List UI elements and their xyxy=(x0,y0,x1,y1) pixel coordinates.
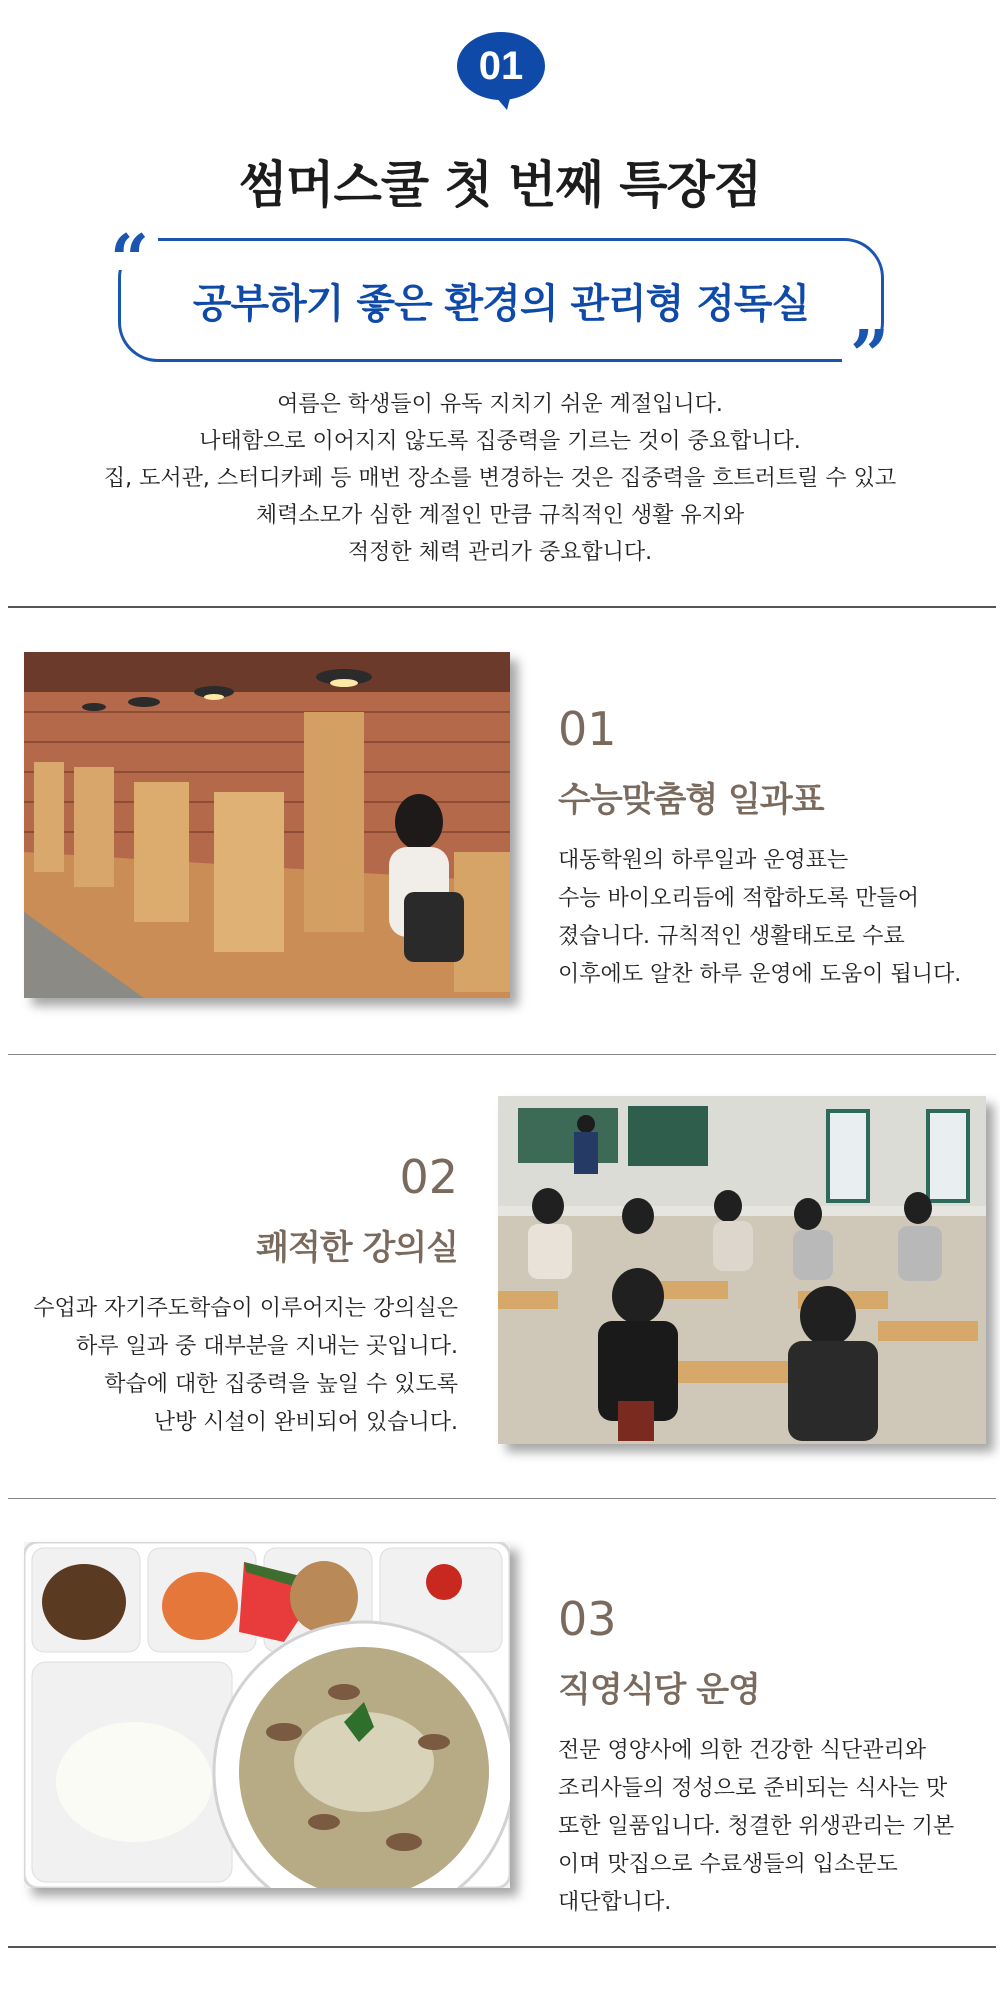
page-title: 썸머스쿨 첫 번째 특장점 xyxy=(238,156,762,214)
close-quote-icon: ” xyxy=(850,316,890,396)
description-line: 수업과 자기주도학습이 이루어지는 강의실은 xyxy=(33,1296,458,1321)
description-line: 이며 맛집으로 수료생들의 입소문도 xyxy=(558,1852,898,1877)
classroom-photo xyxy=(498,1096,986,1444)
feature-title: 쾌적한 강의실 xyxy=(256,1228,458,1268)
feature-number: 03 xyxy=(558,1592,617,1646)
feature-number: 01 xyxy=(558,702,617,756)
description-line: 이후에도 알찬 하루 운영에 도움이 됩니다. xyxy=(558,962,962,987)
description-line: 조리사들의 정성으로 준비되는 식사는 맛 xyxy=(558,1776,948,1801)
description-line: 학습에 대한 집중력을 높일 수 있도록 xyxy=(104,1372,458,1397)
intro-line: 체력소모가 심한 계절인 만큼 규칙적인 생활 유지와 xyxy=(255,503,745,528)
subtitle: 공부하기 좋은 환경의 관리형 정독실 xyxy=(192,281,810,327)
description-line: 난방 시설이 완비되어 있습니다. xyxy=(153,1410,458,1435)
intro-text xyxy=(0,386,1000,571)
intro-line: 나태함으로 이어지지 않도록 집중력을 기르는 것이 중요합니다. xyxy=(199,429,801,454)
intro-line: 집, 도서관, 스터디카페 등 매번 장소를 변경하는 것은 집중력을 흐트러트릴 수 있고 xyxy=(103,466,897,491)
feature-title: 수능맞춤형 일과표 xyxy=(558,780,824,820)
description-line: 또한 일품입니다. 청결한 위생관리는 기본 xyxy=(558,1814,955,1839)
intro-line: 적정한 체력 관리가 중요합니다. xyxy=(347,540,653,565)
description-line: 수능 바이오리듬에 적합하도록 만들어 xyxy=(558,886,920,911)
feature-number: 02 xyxy=(399,1150,458,1204)
section-divider xyxy=(8,1498,996,1499)
intro-line: 여름은 학생들이 유독 지치기 쉬운 계절입니다. xyxy=(277,392,723,417)
number-badge xyxy=(455,30,547,110)
section-divider xyxy=(8,1054,996,1055)
section-divider xyxy=(8,606,996,608)
feature-description xyxy=(558,1732,954,1922)
open-quote-icon: “ xyxy=(110,220,150,300)
feature-description xyxy=(10,1290,458,1442)
description-line: 졌습니다. 규칙적인 생활태도로 수료 xyxy=(558,924,905,949)
description-line: 대동학원의 하루일과 운영표는 xyxy=(558,848,849,873)
section-divider xyxy=(8,1946,996,1948)
feature-description xyxy=(558,842,961,994)
description-line: 하루 일과 중 대부분을 지내는 곳입니다. xyxy=(76,1334,458,1359)
description-line: 대단합니다. xyxy=(558,1890,672,1915)
badge-number: 01 xyxy=(478,44,524,88)
feature-title: 직영식당 운영 xyxy=(558,1670,760,1710)
cafeteria-meal-photo xyxy=(24,1542,510,1888)
study-room-photo xyxy=(24,652,510,998)
description-line: 전문 영양사에 의한 건강한 식단관리와 xyxy=(558,1738,927,1763)
